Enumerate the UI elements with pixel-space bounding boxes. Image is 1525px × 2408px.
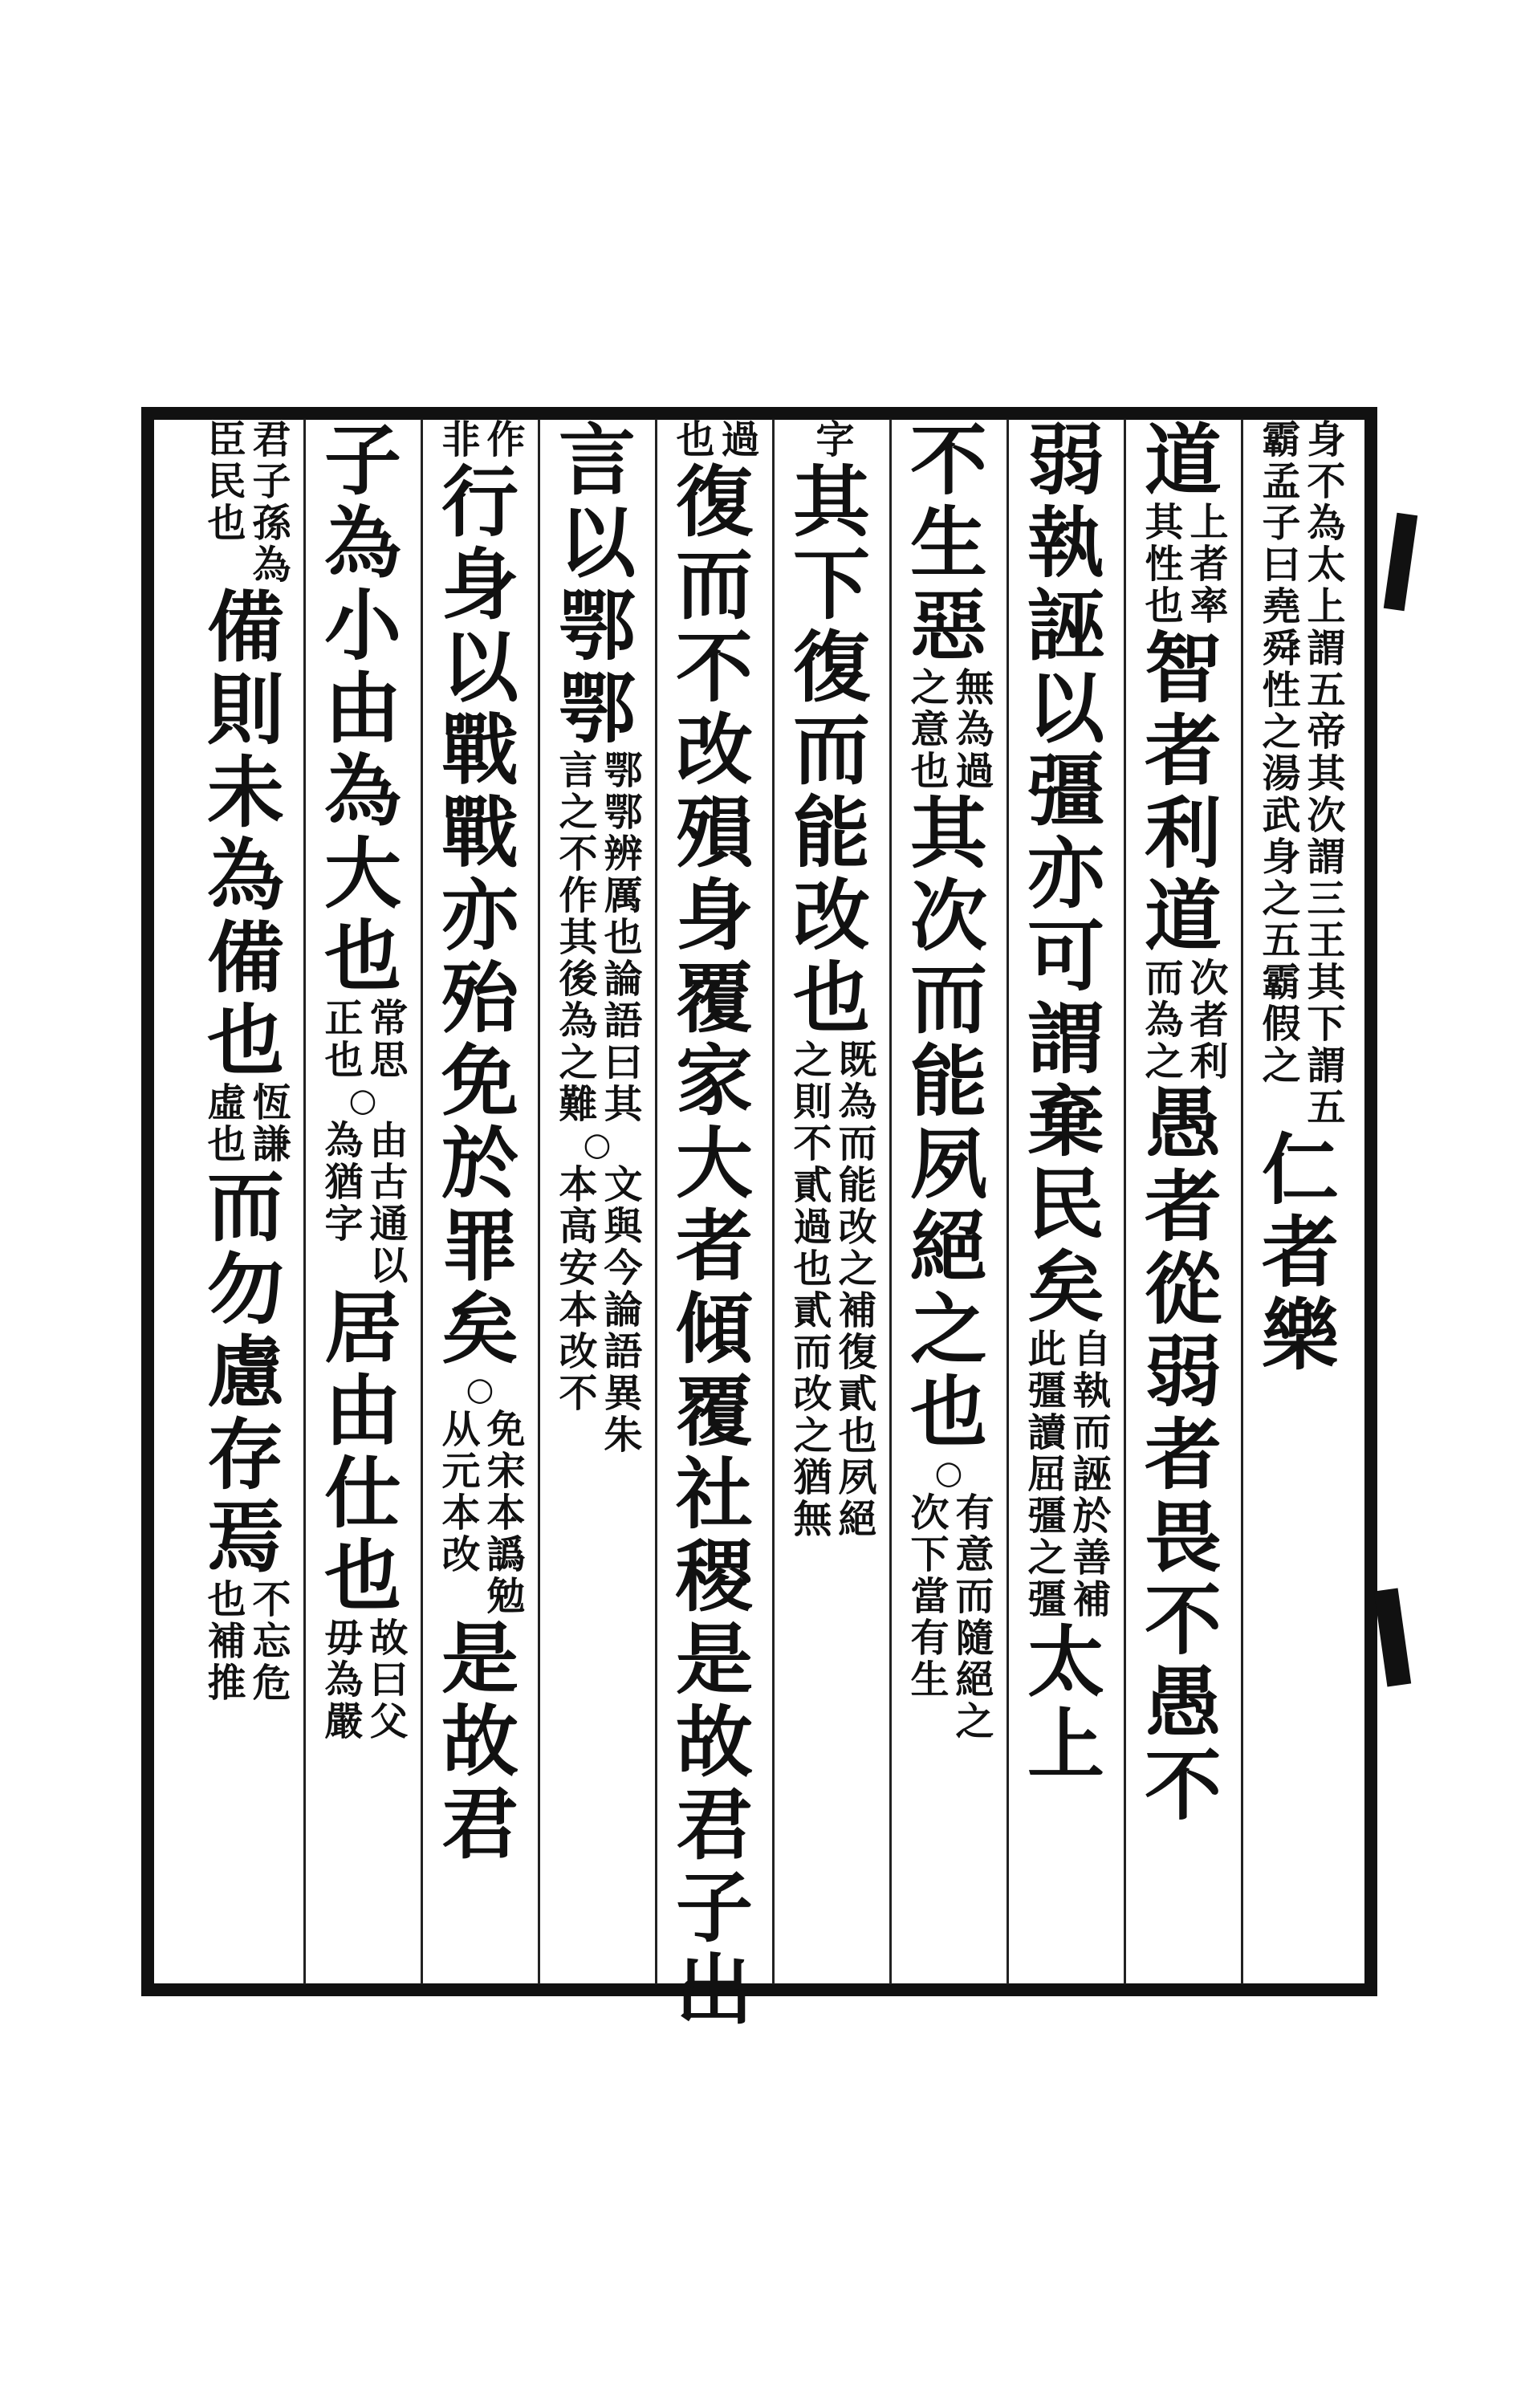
main-text-char: 故	[676, 1697, 753, 1788]
main-text-char: 能	[910, 1036, 987, 1127]
commentary-line-left: 虛也	[201, 1082, 246, 1165]
column-rule	[303, 419, 306, 1984]
main-text-char: 執	[1027, 498, 1104, 588]
main-text-char: 覆	[676, 1366, 753, 1457]
main-text-char: 改	[676, 705, 753, 795]
main-text-char: 是	[441, 1613, 518, 1704]
section-circle-mark: ○	[466, 1371, 494, 1408]
main-text-char: 絕	[910, 1202, 987, 1292]
commentary-note	[787, 1039, 876, 1540]
section-circle-mark: ○	[348, 1082, 377, 1119]
main-text-char: 慮	[207, 1327, 284, 1418]
printed-margin-mark	[1384, 513, 1417, 611]
main-text-char: 而	[910, 954, 987, 1044]
main-text-char: 下	[793, 539, 870, 630]
column-rule	[772, 419, 775, 1984]
commentary-line-left: 霸孟子曰堯舜性之湯武身之五霸假之	[1255, 419, 1300, 1087]
main-text-char: 誣	[1027, 580, 1104, 671]
main-text-char: 殆	[441, 953, 518, 1043]
main-text-char: 為	[324, 498, 401, 588]
commentary-line-right: 鄂鄂辨厲也論語曰其	[597, 750, 642, 1125]
main-text-char: 改	[793, 870, 870, 961]
commentary-line-left: 也	[669, 419, 714, 461]
main-text-char: 以	[441, 622, 518, 713]
main-text-char: 亦	[441, 870, 518, 961]
commentary-line-right: 有意而隨絕之	[949, 1492, 994, 1743]
main-text-char: 戰	[441, 705, 518, 795]
main-text-char: 畏	[1145, 1492, 1222, 1583]
main-text-char: 復	[793, 622, 870, 713]
main-text-char: 戰	[441, 787, 518, 878]
main-text-char: 以	[1027, 663, 1104, 754]
main-text-char: 樂	[1262, 1290, 1339, 1381]
main-text-char: 為	[207, 830, 284, 921]
commentary-line-left: 次下當有生	[904, 1492, 949, 1701]
main-text-char: 仕	[324, 1448, 401, 1539]
main-text-char: 道	[1145, 415, 1222, 506]
commentary-line-right: 文與今論語異朱	[597, 1164, 642, 1456]
main-text-char: 不	[910, 415, 987, 506]
main-text-char: 由	[324, 663, 401, 754]
commentary-line-right: 免宋本譌勉	[480, 1409, 525, 1617]
text-column	[779, 419, 885, 1984]
text-column	[661, 419, 767, 2036]
commentary-line-right: 上者率	[1183, 502, 1228, 627]
main-text-char: 家	[676, 1035, 753, 1126]
main-text-char: 者	[676, 1201, 753, 1291]
main-text-char: 之	[910, 1284, 987, 1375]
commentary-line-left: 為猶字	[318, 1120, 363, 1245]
main-text-char: 惡	[910, 580, 987, 671]
main-text-char: 身	[441, 539, 518, 630]
main-text-char: 也	[207, 995, 284, 1086]
text-column	[427, 419, 533, 1984]
main-text-char: 不	[1145, 1740, 1222, 1831]
main-text-char: 也	[793, 953, 870, 1043]
main-text-char: 道	[1145, 871, 1222, 962]
commentary-note	[1021, 1328, 1111, 1621]
column-rule	[1007, 419, 1009, 1984]
main-text-char: 傾	[676, 1283, 753, 1374]
commentary-line-right: 不忘危	[246, 1579, 291, 1704]
main-text-char: 利	[1145, 788, 1222, 879]
main-text-char: 仁	[1262, 1125, 1339, 1215]
commentary-note	[435, 1409, 525, 1617]
column-rule	[1241, 419, 1243, 1984]
main-text-char: 君	[676, 1780, 753, 1870]
commentary-line-right: 恆謙	[246, 1082, 291, 1165]
main-text-char: 智	[1145, 623, 1222, 714]
main-text-char: 可	[1027, 911, 1104, 1002]
commentary-line-left: 之則不貳過也貳而改之猶無	[787, 1039, 832, 1540]
main-text-char: 出	[676, 1945, 753, 2036]
commentary-note	[904, 1492, 994, 1743]
main-text-char: 愚	[1145, 1658, 1222, 1748]
commentary-line-right: 故曰父	[363, 1617, 408, 1743]
main-text-char: 言	[559, 415, 636, 506]
main-text-char: 備	[207, 913, 284, 1003]
commentary-line-right: 次者利	[1183, 958, 1228, 1083]
main-text-char: 其	[793, 457, 870, 547]
commentary-note	[318, 1617, 408, 1743]
commentary-note	[1255, 419, 1345, 1129]
main-text-char: 勿	[207, 1244, 284, 1335]
section-circle-mark: ○	[934, 1454, 963, 1491]
main-text-char: 不	[1145, 1575, 1222, 1666]
commentary-line-right: 君子孫為	[246, 419, 291, 586]
text-column	[1013, 415, 1119, 1984]
main-text-char: 殞	[676, 787, 753, 878]
main-text-char: 覆	[676, 953, 753, 1043]
main-text-char: 而	[793, 705, 870, 795]
main-text-char: 大	[676, 1118, 753, 1209]
main-text-char: 子	[676, 1862, 753, 1953]
text-column	[544, 415, 650, 1984]
main-text-char: 焉	[207, 1492, 284, 1583]
commentary-note	[201, 1082, 291, 1165]
text-column	[193, 419, 299, 1984]
commentary-note	[552, 1164, 642, 1456]
main-text-char: 不	[676, 622, 753, 713]
main-text-char: 社	[676, 1449, 753, 1540]
column-rule	[538, 419, 540, 1984]
column-rule	[655, 419, 657, 1984]
commentary-line-left: 也補推	[201, 1579, 246, 1704]
main-text-char: 也	[324, 1531, 401, 1621]
commentary-line-right: 過	[714, 419, 759, 461]
commentary-line-right: 無為過	[949, 667, 994, 792]
main-text-char: 鄂	[559, 663, 636, 754]
main-text-char: 存	[207, 1409, 284, 1500]
main-text-char: 者	[1145, 1409, 1222, 1500]
main-text-char: 從	[1145, 1244, 1222, 1335]
commentary-note	[552, 750, 642, 1125]
main-text-char: 者	[1145, 1161, 1222, 1252]
commentary-note	[904, 667, 994, 792]
main-text-char: 亦	[1027, 828, 1104, 919]
text-column	[310, 415, 416, 1984]
commentary-note	[1138, 502, 1228, 627]
main-text-char: 大	[324, 828, 401, 919]
commentary-line-right: 既為而能改之補復貳也夙絕	[832, 1039, 876, 1540]
commentary-note	[201, 1579, 291, 1704]
main-text-char: 民	[1027, 1159, 1104, 1250]
commentary-line-right: 由古通以	[363, 1120, 408, 1287]
main-text-char: 君	[441, 1779, 518, 1869]
main-text-char: 也	[910, 1367, 987, 1458]
main-text-char: 以	[559, 498, 636, 588]
commentary-note	[201, 419, 291, 586]
main-text-char: 身	[676, 870, 753, 961]
main-text-char: 稷	[676, 1531, 753, 1622]
main-text-char: 免	[441, 1035, 518, 1126]
main-text-char: 愚	[1145, 1079, 1222, 1169]
commentary-line-left: 从元本改	[435, 1409, 480, 1576]
section-circle-mark: ○	[583, 1126, 612, 1163]
commentary-note	[318, 998, 408, 1081]
commentary-line-right: 作	[480, 419, 525, 461]
commentary-line-left: 之意也	[904, 667, 949, 792]
main-text-char: 故	[441, 1696, 518, 1787]
column-rule	[421, 419, 423, 1984]
main-text-char: 謂	[1027, 994, 1104, 1084]
main-text-char: 於	[441, 1118, 518, 1209]
commentary-line-left: 而為之	[1138, 958, 1183, 1083]
main-text-char: 太	[1027, 1617, 1104, 1707]
main-text-char: 弱	[1027, 415, 1104, 506]
main-text-char: 其	[910, 788, 987, 879]
text-column	[1130, 415, 1236, 1984]
main-text-char: 弱	[1145, 1327, 1222, 1418]
commentary-line-left: 臣民也	[201, 419, 246, 544]
main-text-char: 未	[207, 747, 284, 838]
commentary-line-right: 身不為太上謂五帝其次謂三王其下謂五	[1300, 419, 1345, 1129]
main-text-char: 為	[324, 746, 401, 836]
main-text-char: 生	[910, 498, 987, 588]
main-text-char: 則	[207, 665, 284, 755]
text-column	[896, 415, 1002, 1984]
commentary-note	[787, 419, 876, 461]
commentary-line-right: 自執而誣於善補	[1066, 1328, 1111, 1621]
commentary-line-left: 其性也	[1138, 502, 1183, 627]
column-rule	[1124, 419, 1126, 1984]
main-text-char: 行	[441, 457, 518, 547]
main-text-char: 者	[1145, 706, 1222, 796]
commentary-note	[669, 419, 759, 461]
printed-margin-mark	[1374, 1588, 1411, 1686]
main-text-char: 夙	[910, 1119, 987, 1210]
commentary-line-left: 毋為嚴	[318, 1617, 363, 1743]
commentary-line-right: 字	[809, 419, 854, 461]
main-text-char: 而	[676, 539, 753, 630]
commentary-line-left: 本高安本改不	[552, 1164, 597, 1414]
commentary-note	[435, 419, 525, 461]
main-text-char: 彊	[1027, 746, 1104, 836]
main-text-char: 而	[207, 1161, 284, 1252]
main-text-char: 上	[1027, 1699, 1104, 1790]
main-text-char: 棄	[1027, 1076, 1104, 1167]
column-rule	[889, 419, 892, 1984]
main-text-char: 者	[1262, 1207, 1339, 1298]
commentary-line-left: 非	[435, 419, 480, 461]
main-text-char: 小	[324, 580, 401, 671]
commentary-line-left: 正也	[318, 998, 363, 1081]
main-text-char: 也	[324, 911, 401, 1002]
main-text-char: 居	[324, 1283, 401, 1373]
main-text-char: 矣	[441, 1283, 518, 1374]
main-text-char: 鄂	[559, 580, 636, 671]
main-text-char: 罪	[441, 1201, 518, 1291]
main-text-char: 復	[676, 457, 753, 547]
commentary-line-left: 此彊讀屈彊之彊	[1021, 1328, 1066, 1621]
main-text-char: 子	[324, 415, 401, 506]
main-text-char: 矣	[1027, 1242, 1104, 1332]
text-column	[1247, 419, 1353, 1984]
main-text-char: 備	[207, 582, 284, 673]
commentary-line-right: 常思	[363, 998, 408, 1081]
commentary-line-left: 言之不作其後為之難	[552, 750, 597, 1125]
commentary-note	[1138, 958, 1228, 1083]
commentary-note	[318, 1120, 408, 1287]
main-text-char: 是	[676, 1614, 753, 1705]
main-text-char: 由	[324, 1365, 401, 1456]
main-text-char: 次	[910, 871, 987, 962]
main-text-char: 能	[793, 787, 870, 878]
